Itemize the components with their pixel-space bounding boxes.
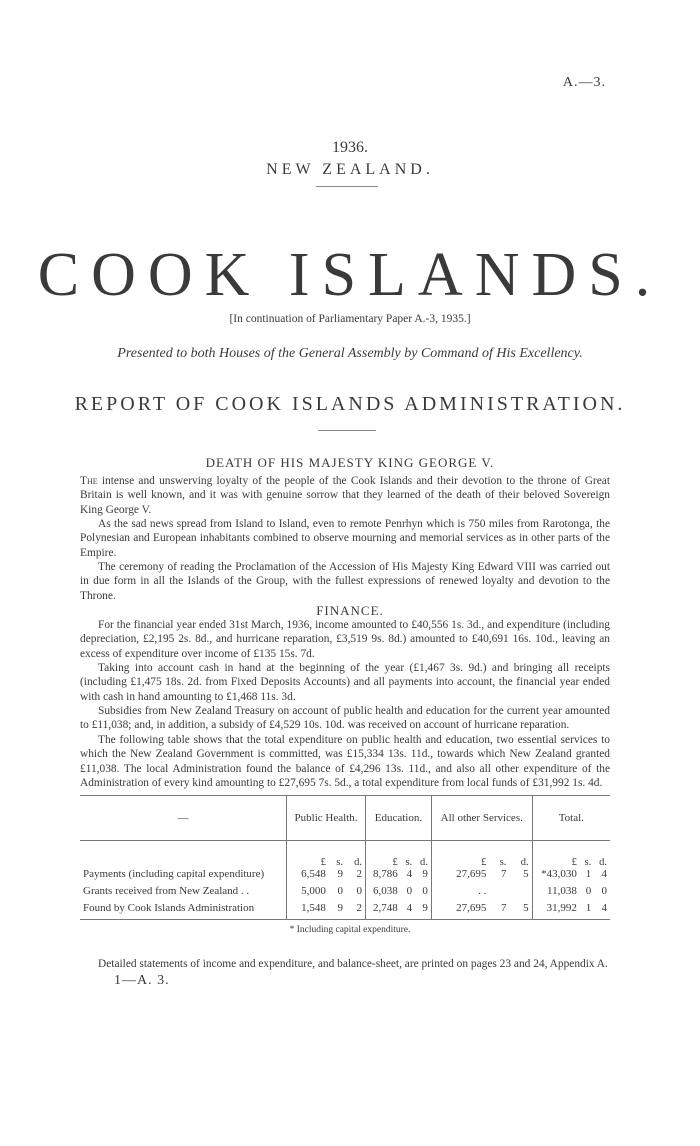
paper-reference: A.—3. [562, 75, 606, 90]
cell: 9 [422, 868, 428, 880]
stub-header: — [80, 796, 287, 841]
unit-pence: d. [354, 857, 362, 868]
table-footnote: * Including capital expenditure. [289, 925, 411, 935]
cell: 27,695 [431, 902, 489, 920]
row-label: Grants received from New Zealand . . [83, 885, 250, 897]
cell: 0 [601, 885, 607, 897]
column-header: Total. [532, 796, 610, 841]
document-number: 1—A. 3. [114, 973, 170, 988]
country-heading: NEW ZEALAND. [266, 161, 434, 178]
cell: 27,695 [431, 868, 489, 885]
paragraph-text: intense and unswerving loyalty of the people of the Cook Islands and their devotion to the throne of Great Britain is well known, and it was with genuine sorrow that they learned of the death of their beloved Sovereign King George V. [80, 475, 610, 516]
units-row [80, 841, 610, 869]
cell: 2 [346, 902, 365, 920]
cell: 9 [329, 902, 346, 920]
presentation-line: Presented to both Houses of the General Assembly by Command of His Excellency. [117, 346, 583, 361]
cell: 7 [489, 902, 509, 920]
paragraph: Taking into account cash in hand at the beginning of the year (£1,467 3s. 9d.) and bringing all receipts (including £1,475 18s. 2d. from Fixed Deposits Accounts) and all payments into account, the financial year ended with cash in hand amounting to £1,468 11s. 3d. [80, 662, 610, 703]
unit-shillings: s. [405, 857, 413, 868]
paragraph: As the sad news spread from Island to Island, even to remote Penrhyn which is 750 miles from Rarotonga, the Polynesian and European inhabitants combined to observe mourning and memorial services as in other parts of the Empire. [80, 518, 610, 559]
cell: 7 [500, 868, 507, 880]
unit-pence: d. [520, 857, 529, 868]
column-header: Public Health. [287, 796, 366, 841]
cell: 2,748 [366, 902, 401, 920]
table-row [80, 885, 610, 902]
report-title: REPORT OF COOK ISLANDS ADMINISTRATION. [74, 393, 626, 415]
divider [316, 186, 378, 187]
cell: 0 [356, 885, 362, 897]
cell [489, 885, 509, 902]
cell: 6,548 [287, 868, 329, 885]
paragraph: Subsidies from New Zealand Treasury on account of public health and education for the current year amounted to £11,038; and, in addition, a subsidy of £4,529 10s. 10d. was received on account of hurricane reparation. [80, 705, 610, 732]
column-header: Education. [366, 796, 432, 841]
cell: 2 [356, 868, 362, 880]
cell: 1 [585, 868, 592, 880]
unit-pounds: £ [532, 841, 580, 869]
table-row [80, 902, 610, 920]
unit-pence: d. [599, 857, 607, 868]
continuation-note: [In continuation of Parliamentary Paper A.-3, 1935.] [229, 313, 471, 325]
cell: 9 [415, 902, 431, 920]
table-row [80, 868, 610, 885]
cell: *43,030 [532, 868, 580, 885]
cell: 5 [509, 902, 532, 920]
cell: 1 [580, 902, 594, 920]
cell: 0 [337, 885, 344, 897]
cell: 11,038 [532, 885, 580, 902]
cell: 5 [523, 868, 529, 880]
cell: . . [431, 885, 489, 902]
cell [509, 885, 532, 902]
document-title: COOK ISLANDS. [37, 241, 663, 309]
paragraph: The ceremony of reading the Proclamation of the Accession of His Majesty King Edward VIII was carried out in due form in all the Islands of the Group, with the fullest expressions of renewed loyalty and devotion to the Throne. [80, 561, 610, 602]
table-header-row [80, 796, 610, 841]
row-label: Payments (including capital expenditure) [83, 868, 265, 880]
section-heading-finance: FINANCE. [316, 603, 384, 618]
column-header: All other Services. [431, 796, 532, 841]
divider [318, 430, 376, 431]
unit-pence: d. [420, 857, 428, 868]
finance-table [80, 795, 610, 920]
cell: 4 [401, 902, 415, 920]
unit-shillings: s. [336, 857, 344, 868]
unit-shillings: s. [499, 857, 507, 868]
cell: 1,548 [287, 902, 329, 920]
cell: 5,000 [287, 885, 329, 902]
unit-pounds: £ [287, 841, 329, 869]
cell: 4 [601, 868, 607, 880]
cell: 8,786 [366, 868, 401, 885]
cell: 4 [406, 868, 413, 880]
cell: 6,038 [366, 885, 401, 902]
paragraph: Detailed statements of income and expenditure, and balance-sheet, are printed on pages 23 and 24, Appendix A. [98, 958, 608, 970]
cell: 0 [585, 885, 592, 897]
row-label: Found by Cook Islands Administration [80, 902, 287, 920]
section-heading-death: DEATH OF HIS MAJESTY KING GEORGE V. [205, 455, 495, 470]
unit-pounds: £ [431, 841, 489, 869]
paragraph: For the financial year ended 31st March, 1936, income amounted to £40,556 1s. 3d., and expenditure (including depreciation, £2,195 2s. 8d., and hurricane reparation, £3,519 9s. 8d.) amounted to £40,691 16s. 10d., leaving an excess of expenditure over income of £135 15s. 7d. [80, 619, 610, 660]
year: 1936. [332, 139, 368, 156]
paragraph [80, 474, 610, 517]
cell: 0 [422, 885, 428, 897]
cell: 9 [337, 868, 344, 880]
cell: 31,992 [532, 902, 580, 920]
unit-pounds: £ [366, 841, 401, 869]
cell: 4 [594, 902, 610, 920]
paragraph: The following table shows that the total expenditure on public health and education, two essential services to which the New Zealand Government is committed, was £15,334 13s. 11d., towards which New Zealand granted £11,038. The local Administration found the balance of £4,296 13s. 11d., and also all other expenditure of the Administration of every kind amounting to £27,695 7s. 5d., a total expenditure from local funds of £31,992 1s. 4d. [80, 734, 610, 790]
cell: 0 [406, 885, 413, 897]
unit-shillings: s. [584, 857, 592, 868]
lead-word: The [80, 475, 98, 487]
